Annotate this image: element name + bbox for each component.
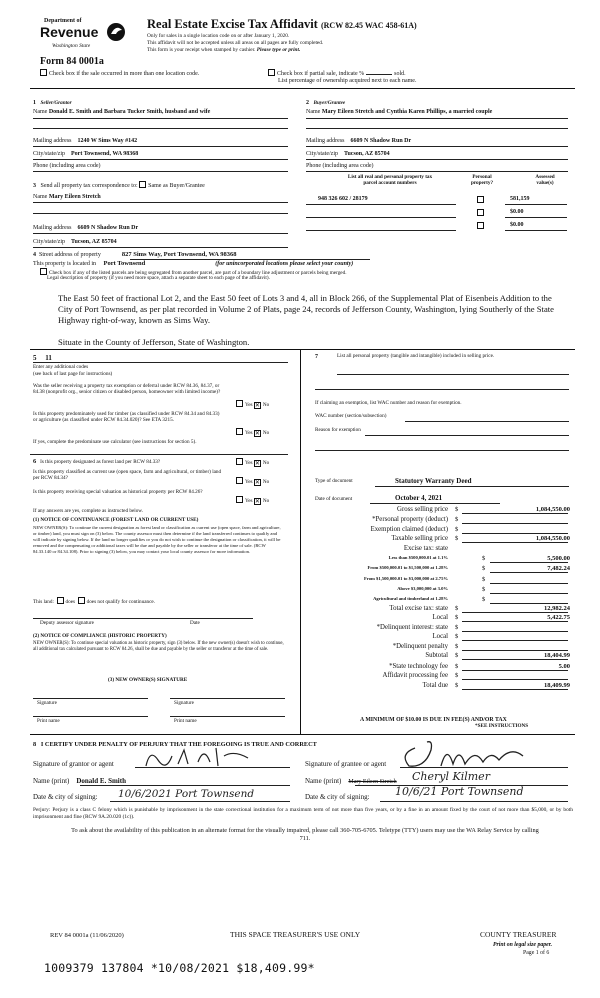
dept-line: Department of [44, 18, 82, 24]
doc-type-value: Statutory Warranty Deed [395, 477, 472, 485]
forest-yes-checkbox[interactable] [236, 458, 243, 465]
calc-label: Local [432, 614, 448, 621]
minimum-due: A MINIMUM OF $10.00 IS DUE IN FEE(S) AND/OR TAX [360, 717, 507, 723]
calc-dollar-sign: $ [455, 614, 459, 621]
sec5-q1: Was the seller receiving a property tax exemption or deferral under RCW 84.36, 84.37, or 84.38 (nonprofit org., senior citizen or disabled person, homeowner with limited income)? [33, 383, 221, 395]
calc-dollar-sign: $ [455, 605, 459, 612]
see-instructions: *SEE INSTRUCTIONS [475, 723, 529, 729]
calc-label: Less than $500,000.01 at 1.1% [388, 555, 448, 560]
calc-label: Local [432, 633, 448, 640]
treasurer-use-label: THIS SPACE TREASURER'S USE ONLY [230, 930, 361, 939]
sec5-code: 5 11 [33, 354, 52, 362]
calc-underline [490, 603, 568, 604]
grantee-print-name: Name (print) Mary Eileen Stretch [305, 777, 397, 785]
calc-dollar-sign: $ [455, 526, 459, 533]
historic-text: NEW OWNER(S): To continue special valuation as historic property, sign (3) below. If the new owner(s) doesn't wish to continue, all additional tax calculated pursuant to RCW 84.26, shall be due and payable by the seller or transferor at the time of sale. [33, 641, 284, 653]
deputy-signature-label: Deputy assessor signature [40, 620, 94, 626]
personal-checkbox-1[interactable] [477, 196, 484, 203]
county-treasurer-label: COUNTY TREASURER [480, 930, 557, 939]
correspondence-name: Name Mary Eileen Stretch [33, 194, 101, 200]
sec6-q1-answer: Yes ✕ No [236, 458, 269, 467]
sec6-q3: Is this property receiving special valuation as historical property per RCW 84.26? [33, 489, 203, 495]
correspondence-mailing: Mailing address 6609 N Shadow Run Dr [33, 225, 139, 231]
form-number: Form 84 0001a [40, 56, 104, 67]
codes-instructions: (see back of last page for instructions) [33, 371, 113, 377]
this-land: This land: does does not qualify for continuance. [33, 599, 156, 605]
legal-paper-note: Print on legal size paper. [493, 942, 553, 948]
calc-dollar-sign: $ [455, 682, 459, 689]
assessed-value-3: $0.00 [510, 222, 524, 228]
property-street: 4 Street address of property 827 Sims Way, Port Townsend, WA 98368 [33, 251, 237, 258]
perjury-notice: Perjury: Perjury is a class C felony which is punishable by imprisonment in the state correctional institution for a maximum term of not more than five years, or by a fine in an amount fixed by the court of not more than $5,000, or by both imprisonment and fine (RCW 9A.20.020 (1c)). [33, 807, 573, 821]
continuance-text: NEW OWNER(S): To continue the current designation as forest land or classification as current use (open space, farm and agriculture, or timber) land, you must sign on (3) below. The county assessor must then determine if the land transferred continues to qualify and will indicate by signing below. If the land no longer qualifies or you do not wish to continue the designation or classification, it will be removed and the compensating or additional taxes will be due and payable by the seller or transferor at the time of sale. (RCW 84.33.140 or 84.34.108). Prior to signing (3) below, you may contact your local county assessor for more information. [33, 525, 281, 554]
calc-label: Affidavit processing fee [382, 672, 448, 679]
sec5-q2: Is this property predominately used for timber (as classified under RCW 84.34 and 84.33) or agriculture (as classified under RCW 84.34.020)? See ETA 3215. [33, 411, 220, 423]
q2-yes-checkbox[interactable] [236, 428, 243, 435]
calc-underline [462, 631, 568, 632]
calc-label: *Delinquent penalty [392, 643, 448, 650]
grantee-signature[interactable] [395, 736, 535, 770]
does-checkbox[interactable] [57, 597, 64, 604]
calc-value: 12,982.24 [544, 605, 570, 612]
calc-dollar-sign: $ [455, 652, 459, 659]
sec6-q1: 6 Is this property designated as forest land per RCW 84.33? [33, 458, 161, 465]
tax-correspondence: 3 Send all property tax correspondence to: Same as Buyer/Grantee [33, 183, 205, 189]
alt-format-notice: To ask about the availability of this publication in an alternate format for the visually impaired, please call 360-705-6705. Teletype (TTY) users may use the WA Relay Service by calling 711. [71, 827, 539, 843]
grantor-date-city: 10/6/2021 Port Townsend [118, 788, 255, 800]
ownership-note: List percentage of ownership acquired next to each name. [278, 78, 417, 84]
calc-dollar-sign: $ [455, 506, 459, 513]
q1-no-checkbox[interactable]: ✕ [254, 403, 260, 409]
grantor-date-label: Date & city of signing: [33, 793, 98, 801]
calc-dollar-sign: $ [482, 576, 486, 583]
calc-label: From $1,500,000.01 to $3,000,000 at 2.75% [364, 576, 448, 581]
buyer-city: City/state/zip Tucson, AZ 85704 [306, 151, 390, 157]
header-divider [30, 88, 575, 89]
calc-underline [462, 523, 568, 524]
owner-signature-label-1: Signature [37, 700, 57, 706]
calc-value: 5,500.00 [547, 555, 570, 562]
calc-value: 5,422.75 [547, 614, 570, 621]
dept-name: Revenue [40, 24, 99, 40]
calc-label: Subtotal [425, 652, 448, 659]
dor-logo-icon [106, 22, 126, 42]
grantor-signature-label: Signature of grantor or agent [33, 760, 114, 768]
calc-dollar-sign: $ [482, 596, 486, 603]
seller-heading: 1 Seller/Grantor [33, 100, 72, 106]
calc-value: 1,084,550.00 [535, 535, 570, 542]
calc-label: Total due [422, 682, 448, 689]
calc-dollar-sign: $ [455, 643, 459, 650]
calc-dollar-sign: $ [455, 672, 459, 679]
assessed-value-1: 581,159 [510, 196, 530, 202]
calc-dollar-sign: $ [455, 535, 459, 542]
current-use-yes-checkbox[interactable] [236, 477, 243, 484]
calc-underline [462, 670, 568, 671]
dor-logo [40, 18, 125, 58]
calc-label: Taxable selling price [391, 535, 448, 542]
grantee-date-label: Date & city of signing: [305, 793, 370, 801]
buyer-mailing: Mailing address 6609 N Shadow Run Dr [306, 138, 412, 144]
grantee-signature-label: Signature of grantee or agent [305, 760, 387, 768]
legal-label: Legal description of property (if you need more space, attach a separate sheet to each page of the affidavit). [47, 275, 270, 281]
sec8-divider [30, 734, 575, 735]
calc-value: 7,482.24 [547, 565, 570, 572]
new-owner-signature-heading: (3) NEW OWNER(S) SIGNATURE [108, 677, 188, 683]
calc-label: *State technology fee [389, 663, 448, 670]
calc-value: 1,084,550.00 [535, 506, 570, 513]
segregation-check: Check box if any of the listed parcels are being segregated from another parcel, are part of a boundary line adjustment or parcels being merged. [40, 268, 347, 277]
grantor-print-name: Name (print) Donald E. Smith [33, 777, 126, 785]
dept-state: Washington State [52, 43, 91, 49]
page-number: Page 1 of 6 [523, 950, 550, 956]
sec5-q1-answer: Yes ✕ No [236, 400, 269, 409]
multi-location-checkbox[interactable] [40, 69, 47, 76]
sec6-q2-answer: Yes ✕ No [236, 477, 269, 486]
calc-label: *Personal property (deduct) [372, 516, 448, 523]
parcel-acct-1: 948 326 602 / 28179 [318, 196, 368, 202]
historic-heading: (2) NOTICE OF COMPLIANCE (HISTORIC PROPERTY) [33, 633, 167, 639]
exemption-label: If claiming an exemption, list WAC number and reason for exemption. [315, 400, 462, 406]
calc-dollar-sign: $ [482, 586, 486, 593]
sec5-q3: If yes, complete the predominate use calculator (see instructions for section 5). [33, 439, 197, 445]
calc-underline [462, 640, 568, 641]
grantee-date-city: 10/6/21 Port Townsend [395, 785, 524, 798]
calc-label: Above $3,000,000 at 3.0% [397, 586, 448, 591]
calc-label: Excise tax: state [403, 545, 448, 552]
buyer-phone: Phone (including area code) [306, 163, 374, 169]
calc-label: Gross selling price [397, 506, 448, 513]
form-revision: REV 84 0001a (11/06/2020) [50, 932, 124, 939]
calc-label: Exemption claimed (deduct) [370, 526, 448, 533]
calc-underline [462, 679, 568, 680]
sec7-divider [300, 349, 301, 734]
current-use-no-checkbox[interactable]: ✕ [254, 480, 260, 486]
correspondence-city: City/state/zip Tucson, AZ 85704 [33, 239, 117, 245]
partial-sale-check: Check box if partial sale, indicate % sold. [268, 69, 406, 78]
sec4-divider [30, 349, 575, 350]
calc-value: 18,404.99 [544, 652, 570, 659]
doc-date-value: October 4, 2021 [395, 494, 443, 502]
calc-dollar-sign: $ [455, 663, 459, 670]
seller-name: Name Donald E. Smith and Barbara Tucker Smith, husband and wife [33, 109, 211, 115]
same-as-buyer-checkbox[interactable] [139, 181, 146, 188]
personal-property-text: List all personal property (tangible and intangible) included in selling price. [337, 353, 495, 359]
calc-dollar-sign: $ [455, 633, 459, 640]
personal-header: Personal property? [470, 174, 494, 186]
calc-dollar-sign: $ [482, 565, 486, 572]
personal-checkbox-3[interactable] [477, 222, 484, 229]
owner-print-label-1: Print name [37, 718, 60, 724]
deputy-date-label: Date [190, 620, 200, 626]
additional-codes: Enter any additional codes [33, 364, 89, 370]
continuance-heading: (1) NOTICE OF CONTINUANCE (FOREST LAND OR CURRENT USE) [33, 517, 199, 523]
owner-print-label-2: Print name [174, 718, 197, 724]
header-notes: Only for sales in a single location code on or after January 1, 2020. This affidavit will not be accepted unless all areas on all pages are fully completed. This form is your receipt when stamped by cashier. Please type or print. [147, 33, 324, 53]
historic-yes-checkbox[interactable] [236, 496, 243, 503]
personal-property-label: 7 [315, 354, 318, 360]
calc-value: 5.00 [558, 663, 570, 670]
historic-no-checkbox[interactable]: ✕ [254, 499, 260, 505]
calc-label: Total excise tax: state [389, 605, 448, 612]
parcel-header: List all real and personal property tax parcel account numbers [347, 174, 433, 186]
doc-date-label: Date of document [315, 496, 353, 502]
reason-label: Reason for exemption [315, 427, 361, 433]
sec5-q2-answer: Yes ✕ No [236, 428, 269, 437]
seller-phone: Phone (including area code) [33, 163, 101, 169]
calc-underline [490, 583, 568, 584]
calc-dollar-sign: $ [482, 555, 486, 562]
seller-city: City/state/zip Port Townsend, WA 98368 [33, 151, 139, 157]
calc-dollar-sign: $ [455, 624, 459, 631]
legal-description: The East 50 feet of fractional Lot 2, and the East 50 feet of Lots 3 and 4, all in Block 266, of the Supplemental Plat of Eisenbeis Addition to the City of Port Townsend, as per plat recorded in Volume 2 of Plats, page 24, records of Jefferson County, Washington, lying Southerly of the State Highway right-of-way, known as Sims Way. [58, 293, 554, 326]
assessed-value-2: $0.00 [510, 209, 524, 215]
sec6-q2: Is this property classified as current use (open space, farm and agricultural, or timber) land per RCW 84.34? [33, 469, 222, 481]
does-not-checkbox[interactable] [78, 597, 85, 604]
sec6-q4: If any answers are yes, complete as instructed below. [33, 508, 144, 514]
calc-label: *Delinquent interest: state [376, 624, 448, 631]
cashier-stamp: 1009379 137804 *10/08/2021 $18,409.99* [44, 961, 315, 975]
calc-underline [462, 533, 568, 534]
buyer-heading: 2 Buyer/Grantee [306, 100, 346, 106]
forest-no-checkbox[interactable]: ✕ [254, 461, 260, 467]
assessed-header: Assessed value(s) [535, 174, 555, 186]
q2-no-checkbox[interactable]: ✕ [254, 431, 260, 437]
grantee-handwritten-name: Cheryl Kilmer [412, 770, 490, 783]
q1-yes-checkbox[interactable] [236, 400, 243, 407]
seller-mailing: Mailing address 1240 W Sims Way #142 [33, 138, 138, 144]
calc-dollar-sign: $ [455, 516, 459, 523]
calc-value: 18,409.99 [544, 682, 570, 689]
multi-location-check: Check box if the sale occurred in more than one location code. [40, 69, 199, 78]
calc-underline [462, 650, 568, 651]
calc-underline [490, 593, 568, 594]
personal-checkbox-2[interactable] [477, 209, 484, 216]
situate-text: Situate in the County of Jefferson, State of Washington. [58, 337, 250, 347]
certify-statement: 8 I CERTIFY UNDER PENALTY OF PERJURY THAT THE FOREGOING IS TRUE AND CORRECT [33, 741, 317, 748]
partial-sale-checkbox[interactable] [268, 69, 275, 76]
property-location: This property is located in Port Townsend (for unincorporated locations please select your county) [33, 260, 354, 267]
calc-label: From $500,000.01 to $1,500,000 at 1.28% [367, 565, 448, 570]
segregation-checkbox[interactable] [40, 268, 47, 275]
doc-type-label: Type of document [315, 478, 353, 484]
wac-label: WAC number (section/subsection) [315, 413, 387, 419]
page-title: Real Estate Excise Tax Affidavit (RCW 82.45 WAC 458-61A) [147, 17, 417, 31]
owner-signature-label-2: Signature [174, 700, 194, 706]
grantor-signature[interactable] [138, 742, 258, 772]
buyer-name: Name Mary Eileen Stretch and Cynthia Karen Phillips, a married couple [306, 109, 493, 115]
calc-label: Agricultural and timberland at 1.28% [373, 596, 448, 601]
sec6-q3-answer: Yes ✕ No [236, 496, 269, 505]
